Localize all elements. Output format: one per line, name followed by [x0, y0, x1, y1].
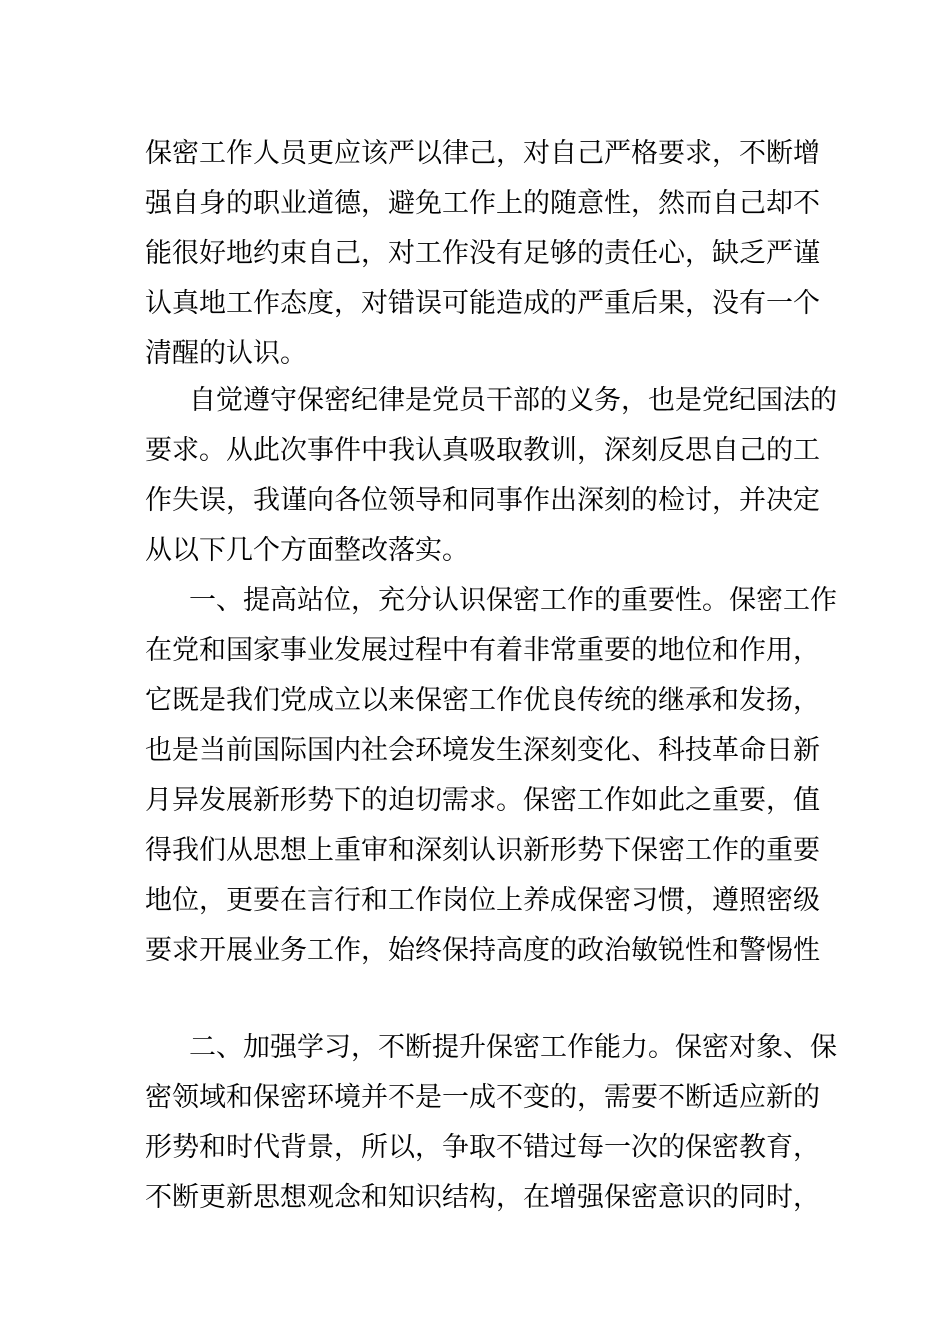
text-line: 清醒的认识。 [145, 338, 307, 369]
text-line: 地位，更要在言行和工作岗位上养成保密习惯，遵照密级 [145, 885, 820, 916]
text-line: 也是当前国际国内社会环境发生深刻变化、科技革命日新 [145, 735, 820, 766]
text-line: 强自身的职业道德，避免工作上的随意性，然而自己却不 [145, 188, 820, 219]
text-line: 自觉遵守保密纪律是党员干部的义务，也是党纪国法的 [189, 385, 837, 416]
text-line: 一、提高站位，充分认识保密工作的重要性。保密工作 [189, 585, 837, 616]
paragraph-point-one [145, 576, 837, 976]
text-line: 作失误，我谨向各位领导和同事作出深刻的检讨，并决定 [145, 485, 820, 516]
text-line: 不断更新思想观念和知识结构，在增强保密意识的同时， [145, 1182, 820, 1213]
paragraph-self-discipline [145, 129, 820, 379]
text-line: 能很好地约束自己，对工作没有足够的责任心，缺乏严谨 [145, 238, 820, 269]
text-line: 保密工作人员更应该严以律己，对自己严格要求，不断增 [145, 138, 820, 169]
text-line: 从以下几个方面整改落实。 [145, 535, 469, 566]
paragraph-point-two [145, 1023, 837, 1223]
text-line: 形势和时代背景，所以，争取不错过每一次的保密教育， [145, 1132, 820, 1163]
text-line: 要求开展业务工作，始终保持高度的政治敏锐性和警惕性 [145, 935, 820, 966]
paragraph-obligation [145, 376, 837, 576]
text-line: 二、加强学习，不断提升保密工作能力。保密对象、保 [189, 1032, 837, 1063]
text-line: 在党和国家事业发展过程中有着非常重要的地位和作用， [145, 635, 820, 666]
text-line: 密领域和保密环境并不是一成不变的，需要不断适应新的 [145, 1082, 820, 1113]
text-line: 认真地工作态度，对错误可能造成的严重后果，没有一个 [145, 288, 820, 319]
text-line: 得我们从思想上重审和深刻认识新形势下保密工作的重要 [145, 835, 820, 866]
text-line: 月异发展新形势下的迫切需求。保密工作如此之重要，值 [145, 785, 820, 816]
text-line: 要求。从此次事件中我认真吸取教训，深刻反思自己的工 [145, 435, 820, 466]
text-line: 它既是我们党成立以来保密工作优良传统的继承和发扬， [145, 685, 820, 716]
